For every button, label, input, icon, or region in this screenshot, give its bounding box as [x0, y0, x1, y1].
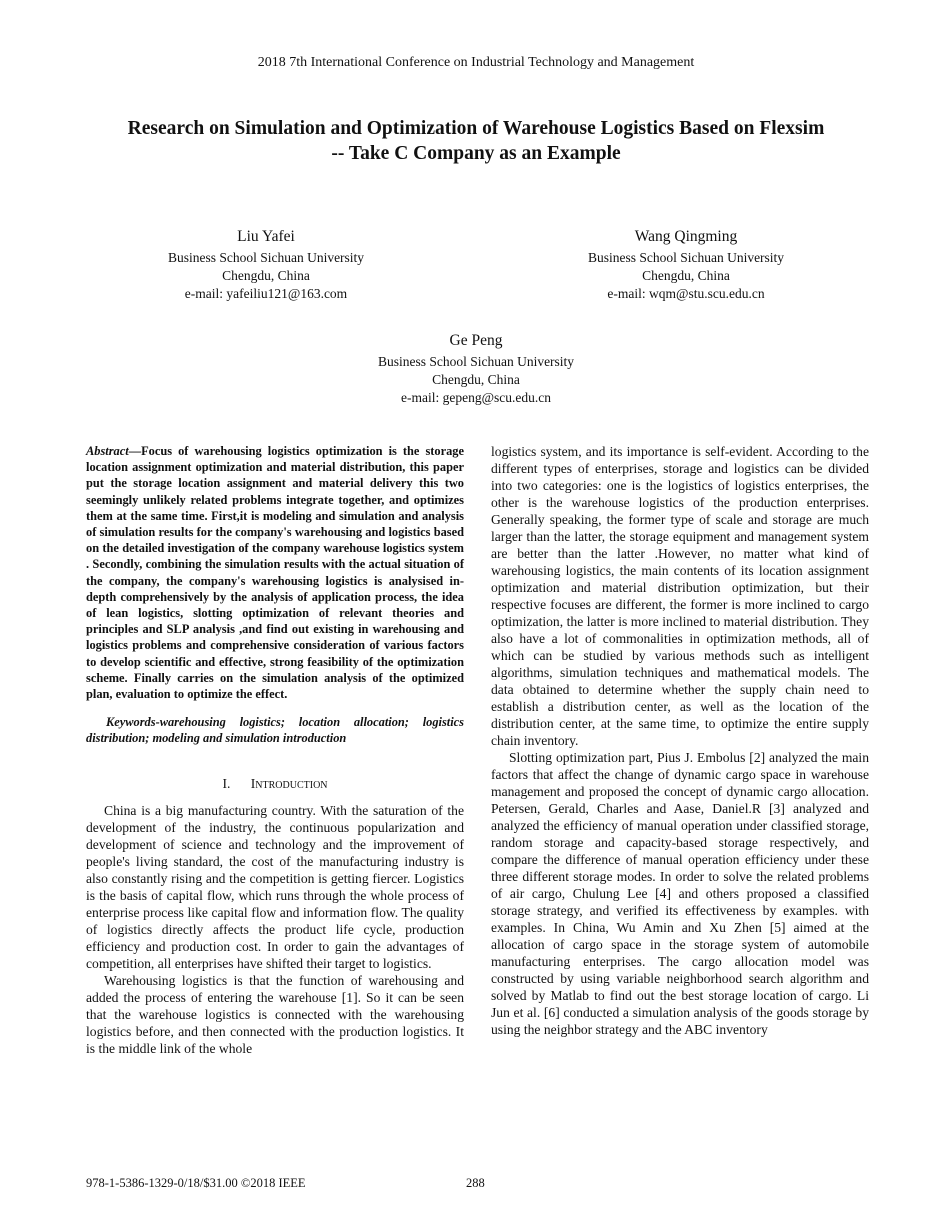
title-line-2: -- Take C Company as an Example [331, 143, 621, 164]
author-email: e-mail: yafeiliu121@163.com [184, 286, 348, 301]
keywords: Keywords-warehousing logistics; location allocation; logistics distribution; modeling and simulation introduction [86, 715, 464, 746]
page-number: 288 [466, 1176, 485, 1190]
abstract-label: Abstract [86, 444, 129, 458]
left-column [86, 443, 464, 1057]
author-name: Liu Yafei [237, 228, 295, 245]
abstract-text: —Focus of warehousing logistics optimization is the storage location assignment optimization and material distribution, this paper put the storage location assignment and material delivery this two seemingly unlikely related problems integrate together, and optimizes them at the same time. First,it is modeling and simulation and analysis of simulation results for the company's warehousing and logistics based on the detailed investigation of the company warehouse logistics system . Secondly, combining the simulation results with the actual situation of the company, the company's warehousing logistics is analysised in-depth comprehensively by the analysis of application process, the idea of lean logistics, slotting optimization of relevant theories and principles and SLP analysis ,and find out existing in warehousing and logistics problems and comprehensive consideration of various factors to develop scientific and effective, strong feasibility of the optimization scheme. Finally carries on the simulation analysis of the optimized plan, evaluation to optimize the effect. [86, 444, 464, 702]
abstract [86, 443, 464, 702]
paper-title [40, 116, 912, 166]
author-city: Chengdu, China [642, 268, 730, 283]
author-city: Chengdu, China [432, 372, 520, 387]
author-affiliation: Business School Sichuan University [167, 250, 365, 265]
body-paragraph: Warehousing logistics is that the function of warehousing and added the process of entering the warehouse [1]. So it can be seen that the warehouse logistics is connected with the warehousing logistics before, and then connected with the production logistics. It is the middle link of the whole [86, 972, 464, 1056]
author-email: e-mail: gepeng@scu.edu.cn [400, 390, 551, 405]
author-email: e-mail: wqm@stu.scu.edu.cn [607, 286, 765, 301]
title-line-1: Research on Simulation and Optimization of Warehouse Logistics Based on Flexsim [127, 118, 825, 139]
author-block-2 [556, 227, 816, 303]
body-paragraph: China is a big manufacturing country. With the saturation of the development of the industry, the continuous popularization and development of science and technology and the improvement of people's living standard, the cost of the manufacturing industry is also constantly rising and the competition is getting fiercer. Logistics is the basis of capital flow, which runs through the whole process of enterprise process like capital flow and information flow. The quality of logistics directly affects the product life cycle, production efficiency and production cost. In order to gain the advantages of competition, all enterprises have shifted their target to logistics. [86, 802, 464, 971]
author-affiliation: Business School Sichuan University [587, 250, 785, 265]
author-block-1 [136, 227, 396, 303]
body-paragraph: logistics system, and its importance is self-evident. According to the different types of enterprises, storage and logistics can be divided into two categories: one is the logistics of logistics enterprises, the other is the warehouse logistics of the production enterprises. Generally speaking, the former type of scale and storage are much larger than the latter, the storage equipment and management system are better than the latter .However, no matter what kind of warehousing logistics, the main contents of its location assignment optimization and material distribution optimization, but their respective focuses are different, the former is more inclined to cargo optimization, the latter is more inclined to material distribution. They also have a lot of commonalities in optimization methods, all of which can be studied by various methods such as intelligent algorithms, simulation techniques and mathematical models. The data obtained to determine whether the supply chain need to establish a distribution center, as well as the location of the distribution center, at the same time, to optimize the entire supply chain inventory. [491, 444, 869, 748]
author-block-3 [346, 331, 606, 407]
section-heading [86, 775, 464, 792]
author-city: Chengdu, China [222, 268, 310, 283]
body-paragraph: Slotting optimization part, Pius J. Embolus [2] analyzed the main factors that affect the change of dynamic cargo space in warehouse management and proposed the concept of dynamic cargo allocation. Petersen, Gerald, Charles and Aase, Daniel.R [3] analyzed and analyzed the efficiency of manual operation under classified storage, random storage and capacity-based storage respectively, and compare the difference of manual operation efficiency under these three different storage modes. In order to solve the related problems of air cargo, Chulung Lee [4] and others proposed a classified storage strategy, and verified its effectiveness by examples. with examples. In China, Wu Amin and Xu Zhen [5] aimed at the allocation of cargo space in the storage system of automobile manufacturing enterprises. The cargo allocation model was constructed by using variable neighborhood search algorithm and solved by Matlab to find out the best storage location of cargo. Li Jun et al. [6] conducted a simulation analysis of the goods storage by using the neighbor strategy and the ABC inventory [491, 750, 869, 1037]
author-name: Wang Qingming [634, 228, 738, 245]
footer-isbn: 978-1-5386-1329-0/18/$31.00 ©2018 IEEE [86, 1176, 306, 1190]
author-name: Ge Peng [449, 332, 503, 349]
section-title: Introduction [250, 775, 328, 791]
conference-header: 2018 7th International Conference on Industrial Technology and Management [257, 55, 695, 70]
author-affiliation: Business School Sichuan University [377, 354, 575, 369]
section-number: I. [222, 775, 231, 791]
right-column [491, 443, 869, 1038]
